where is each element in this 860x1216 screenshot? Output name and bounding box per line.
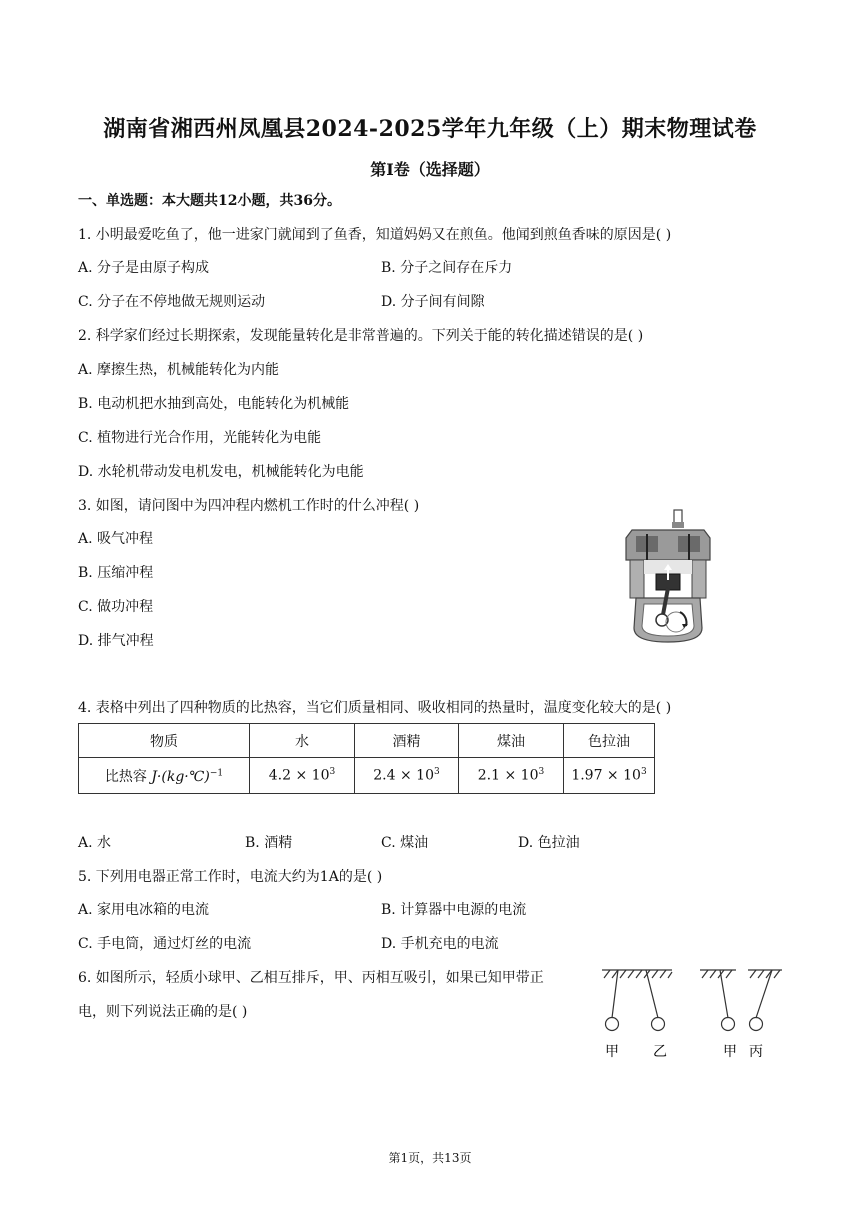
table-cell: $2.1 \times 10^3$ [459, 758, 564, 794]
ball-label: 甲 [605, 1044, 619, 1060]
question-1-option-d: D. 分子间有间隙 [381, 294, 485, 310]
question-3-option-d: D. 排气冲程 [78, 633, 154, 649]
question-3-stem: 3. 如图，请问图中为四冲程内燃机工作时的什么冲程( ) [78, 498, 420, 514]
question-3-option-c: C. 做功冲程 [78, 599, 154, 615]
question-5-stem: 5. 下列用电器正常工作时，电流大约为1A的是( ) [78, 869, 383, 885]
question-2-option-c: C. 植物进行光合作用，光能转化为电能 [78, 430, 322, 446]
question-4-option-a: A. 水 [78, 835, 112, 851]
unit-exponent: −1 [209, 767, 224, 778]
question-5-option-c: C. 手电筒，通过灯丝的电流 [78, 936, 252, 952]
ball-label: 丙 [749, 1044, 763, 1060]
table-row-label: 比热容 J·(kg·℃)$^{-1}$ [79, 758, 250, 794]
table-header-cell: 水 [250, 724, 355, 758]
page-title: 湖南省湘西州凤凰县2024-2025学年九年级（上）期末物理试卷 [103, 116, 757, 142]
question-2-option-d: D. 水轮机带动发电机发电，机械能转化为电能 [78, 464, 364, 480]
question-4-stem: 4. 表格中列出了四种物质的比热容，当它们质量相同、吸收相同的热量时，温度变化较大的是( ) [78, 700, 672, 716]
question-1-option-c: C. 分子在不停地做无规则运动 [78, 294, 266, 310]
ball-label: 乙 [653, 1044, 667, 1060]
table-header-cell: 酒精 [355, 724, 459, 758]
table-cell: $1.97 \times 10^3$ [564, 758, 655, 794]
ball-label: 甲 [723, 1044, 737, 1060]
question-6-stem-line-1: 6. 如图所示，轻质小球甲、乙相互排斥，甲、丙相互吸引，如果已知甲带正 [78, 970, 544, 986]
question-2-option-b: B. 电动机把水抽到高处，电能转化为机械能 [78, 396, 350, 412]
question-5-option-a: A. 家用电冰箱的电流 [78, 902, 210, 918]
table-header-row [79, 724, 655, 758]
table-header-cell: 物质 [79, 724, 250, 758]
question-3-option-a: A. 吸气冲程 [78, 531, 154, 547]
question-6-stem-line-2: 电，则下列说法正确的是( ) [78, 1004, 248, 1020]
charged-balls-diagram [596, 964, 786, 1064]
question-5-option-d: D. 手机充电的电流 [381, 936, 499, 952]
section-heading: 一、单选题：本大题共12小题，共36分。 [78, 193, 341, 209]
question-3-option-b: B. 压缩冲程 [78, 565, 154, 581]
question-1-option-a: A. 分子是由原子构成 [78, 260, 210, 276]
question-4-option-c: C. 煤油 [381, 835, 429, 851]
table-header-cell: 色拉油 [564, 724, 655, 758]
specific-heat-table [78, 723, 655, 794]
question-2-option-a: A. 摩擦生热，机械能转化为内能 [78, 362, 280, 378]
question-4-option-d: D. 色拉油 [518, 835, 580, 851]
question-1-stem: 1. 小明最爱吃鱼了，他一进家门就闻到了鱼香，知道妈妈又在煎鱼。他闻到煎鱼香味的原因是( ) [78, 227, 672, 243]
table-cell: $2.4 \times 10^3$ [355, 758, 459, 794]
table-row [79, 758, 655, 794]
table-cell: $4.2 \times 10^3$ [250, 758, 355, 794]
page-footer: 第1页，共13页 [388, 1151, 472, 1165]
unit-text: J·(kg·℃) [151, 768, 210, 785]
question-1-option-b: B. 分子之间存在斥力 [381, 260, 513, 276]
question-5-option-b: B. 计算器中电源的电流 [381, 902, 527, 918]
question-2-stem: 2. 科学家们经过长期探索，发现能量转化是非常普遍的。下列关于能的转化描述错误的是( ) [78, 328, 644, 344]
table-header-cell: 煤油 [459, 724, 564, 758]
page-subtitle: 第I卷（选择题） [370, 160, 490, 179]
engine-diagram [622, 508, 714, 646]
question-4-option-b: B. 酒精 [245, 835, 293, 851]
